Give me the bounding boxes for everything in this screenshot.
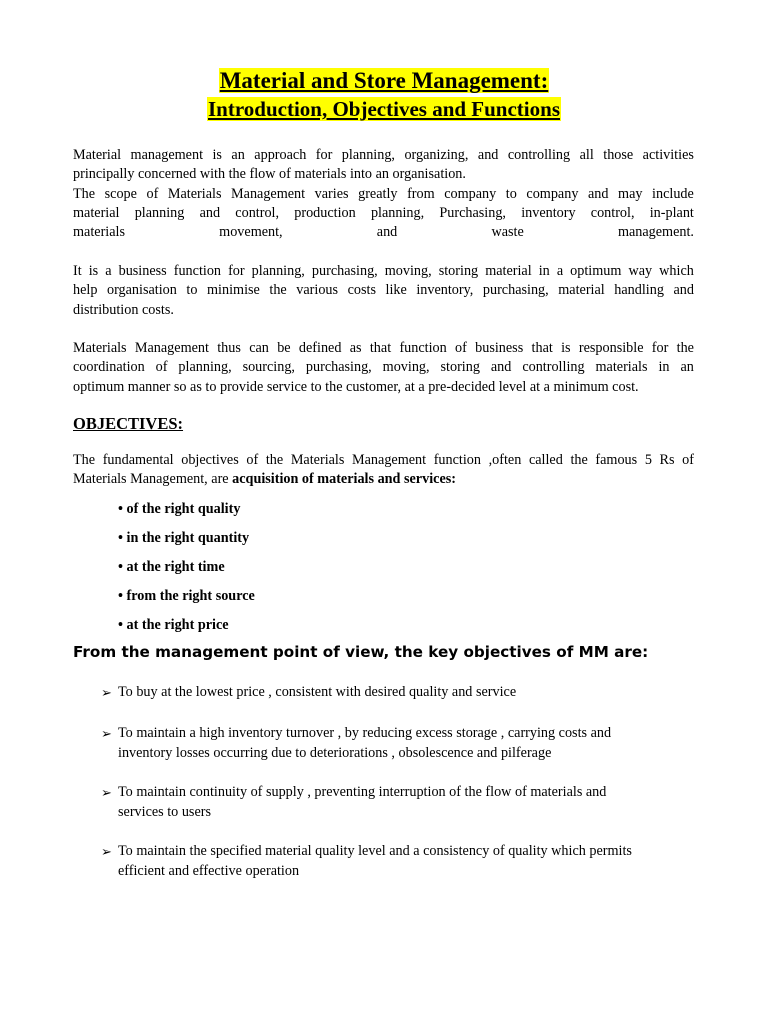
word: responsible (578, 340, 644, 356)
intro-paragraph-3 (73, 262, 694, 320)
word: greatly (358, 185, 398, 202)
word: various (296, 282, 339, 299)
word: costs (347, 282, 376, 299)
word: in-plant (649, 204, 694, 221)
text-line: principally concerned with the flow of materials into an organisation. (73, 166, 466, 183)
word: The (73, 185, 96, 202)
word: business (475, 340, 524, 356)
title-block (0, 66, 768, 96)
word: It (73, 263, 82, 279)
list-item-text: at the right time (126, 559, 225, 575)
word: from (407, 185, 435, 202)
list-item (118, 529, 255, 558)
word: of (682, 452, 694, 468)
list-item-text: of the right quality (126, 501, 241, 517)
text-line (73, 470, 694, 489)
objectives-heading: OBJECTIVES: (73, 414, 184, 433)
word: activities (642, 147, 694, 163)
word: planning, (370, 204, 425, 221)
word: company (444, 185, 497, 202)
text-line (73, 358, 694, 377)
word: fundamental (102, 452, 174, 468)
word: Rs (659, 452, 675, 468)
word: Materials (290, 452, 345, 468)
word: storing (440, 359, 480, 376)
word: defined (298, 340, 342, 356)
word: as (349, 340, 362, 356)
word: company (526, 185, 579, 202)
list-item-text: inventory losses occurring due to deteriorations , obsolescence and pilferage (118, 744, 552, 761)
word: function (399, 340, 447, 356)
list-item-text: from the right source (126, 588, 255, 604)
word: organisation (106, 282, 177, 299)
word: help (73, 282, 98, 299)
list-item-text: in the right quantity (126, 530, 250, 546)
text-line (73, 146, 694, 165)
arrow-bullet-icon: ➢ (101, 685, 112, 700)
word: purchasing, (311, 263, 378, 279)
list-item-text: efficient and effective operation (118, 862, 300, 879)
word: minimise (207, 282, 260, 299)
management-heading: From the management point of view, the key objectives of MM are: (73, 643, 649, 661)
bullet-icon: • (118, 617, 123, 633)
word: for (228, 263, 245, 279)
word: controlling (522, 359, 585, 376)
word: that (531, 340, 553, 356)
word: materials (595, 359, 648, 376)
word: and (673, 282, 694, 299)
word: planning, (178, 359, 232, 376)
word: moving, (382, 359, 430, 376)
word: movement, (219, 224, 283, 241)
intro-paragraph-1 (73, 146, 694, 242)
word: management. (617, 224, 694, 241)
word: production (294, 204, 356, 221)
bullet-icon: • (118, 588, 123, 604)
word: material (73, 204, 120, 221)
word: organizing, (404, 147, 469, 163)
arrow-bullet-icon: ➢ (101, 844, 112, 859)
word: purchasing, (305, 359, 372, 376)
word: inventory (521, 204, 576, 221)
management-objectives-list (101, 683, 701, 881)
word: Management (134, 340, 209, 356)
word: of (455, 340, 467, 356)
list-item (118, 616, 255, 645)
word: of (155, 359, 168, 376)
word: Materials (73, 340, 127, 356)
word: all (579, 147, 594, 163)
word: to (186, 282, 198, 299)
word: in (658, 359, 670, 376)
word: planning, (341, 147, 395, 163)
word: which (659, 263, 694, 279)
page-subtitle: Introduction, Objectives and Functions (208, 97, 560, 121)
word: moving, (384, 263, 432, 279)
word: the (676, 340, 694, 356)
page-title: Material and Store Management: (219, 68, 549, 93)
word: an (231, 147, 245, 163)
word: may (618, 185, 643, 202)
list-item (101, 783, 701, 842)
text-line (73, 281, 694, 300)
word: the (265, 452, 284, 468)
word: function (173, 263, 222, 279)
word: sourcing, (242, 359, 295, 376)
word: of (146, 185, 159, 202)
word: a (105, 263, 112, 279)
word: storing (438, 263, 479, 279)
word: thus (217, 340, 241, 356)
word: be (277, 340, 291, 356)
word: control, (235, 204, 280, 221)
word: is (88, 263, 99, 279)
word: famous (595, 452, 638, 468)
word: the (269, 282, 287, 299)
word: material (485, 263, 532, 279)
word: an (680, 359, 694, 376)
list-item-text: To maintain a high inventory turnover , by reducing excess storage , carrying costs and (118, 725, 612, 741)
word: and (490, 359, 512, 376)
subtitle-block (0, 96, 768, 123)
text-line (73, 339, 694, 358)
word: coordination (73, 359, 145, 376)
word: for (651, 340, 669, 356)
word: is (212, 147, 222, 163)
list-item-text: services to users (118, 803, 211, 820)
word: purchasing, (482, 282, 549, 299)
word: 5 (644, 452, 652, 468)
word: Management (352, 452, 427, 468)
word: objectives (181, 452, 239, 468)
bullet-icon: • (118, 530, 123, 546)
word: called (528, 452, 563, 468)
word: a (556, 263, 564, 279)
text-line: optimum manner so as to provide service to the customer, at a pre-decided level at a minimum cost. (73, 378, 639, 395)
text-line (73, 185, 694, 204)
word: and (587, 185, 609, 202)
text-line (73, 204, 694, 223)
text-line (73, 451, 694, 470)
word: Materials (167, 185, 222, 202)
list-item-text: To buy at the lowest price , consistent with desired quality and service (118, 684, 517, 700)
word: those (603, 147, 634, 163)
word: material (558, 282, 605, 299)
word: planning (134, 204, 185, 221)
word: handling (614, 282, 664, 299)
word: The (73, 452, 96, 468)
word: like (385, 282, 407, 299)
bullet-icon: • (118, 559, 123, 575)
objectives-intro (73, 451, 694, 490)
word: of (246, 452, 259, 468)
list-item (101, 842, 701, 881)
word: approach (254, 147, 307, 163)
list-item (118, 500, 255, 529)
word: control, (590, 204, 635, 221)
list-item-text: at the right price (126, 617, 229, 633)
arrow-bullet-icon: ➢ (101, 785, 112, 800)
intro-paragraph-4 (73, 339, 694, 397)
word: Purchasing, (439, 204, 506, 221)
word: varies (314, 185, 349, 202)
list-item (101, 683, 701, 724)
word: to (505, 185, 517, 202)
word: waste (491, 224, 524, 241)
word: Management (231, 185, 306, 202)
list-item-text: To maintain continuity of supply , preventing interruption of the flow of materials and (118, 784, 607, 800)
word: materials (73, 224, 125, 241)
word: business (118, 263, 167, 279)
word: for (315, 147, 333, 163)
word: management (130, 147, 204, 163)
plain-text: Materials Management, are (73, 471, 233, 488)
word: and (477, 147, 499, 163)
word: is (561, 340, 571, 356)
word: the (570, 452, 588, 468)
word: way (628, 263, 653, 279)
word: planning, (251, 263, 305, 279)
word: ,often (488, 452, 522, 468)
word: can (249, 340, 269, 356)
word: inventory, (416, 282, 474, 299)
list-item (118, 558, 255, 587)
word: optimum (570, 263, 622, 279)
list-item (101, 724, 701, 783)
word: in (538, 263, 550, 279)
word: and (199, 204, 221, 221)
word: include (652, 185, 694, 202)
word: and (376, 224, 398, 241)
bold-text: acquisition of materials and services: (232, 471, 456, 488)
objectives-bullet-list (118, 500, 255, 645)
arrow-bullet-icon: ➢ (101, 726, 112, 741)
spread-line (73, 223, 694, 242)
word: function (433, 452, 481, 468)
text-line (73, 262, 694, 281)
list-item-text: To maintain the specified material quality level and a consistency of quality which permits (118, 843, 632, 859)
word: scope (104, 185, 137, 202)
word: controlling (507, 147, 571, 163)
text-line: distribution costs. (73, 301, 174, 318)
list-item (118, 587, 255, 616)
word: that (369, 340, 392, 356)
bullet-icon: • (118, 501, 123, 517)
word: Material (73, 147, 122, 163)
